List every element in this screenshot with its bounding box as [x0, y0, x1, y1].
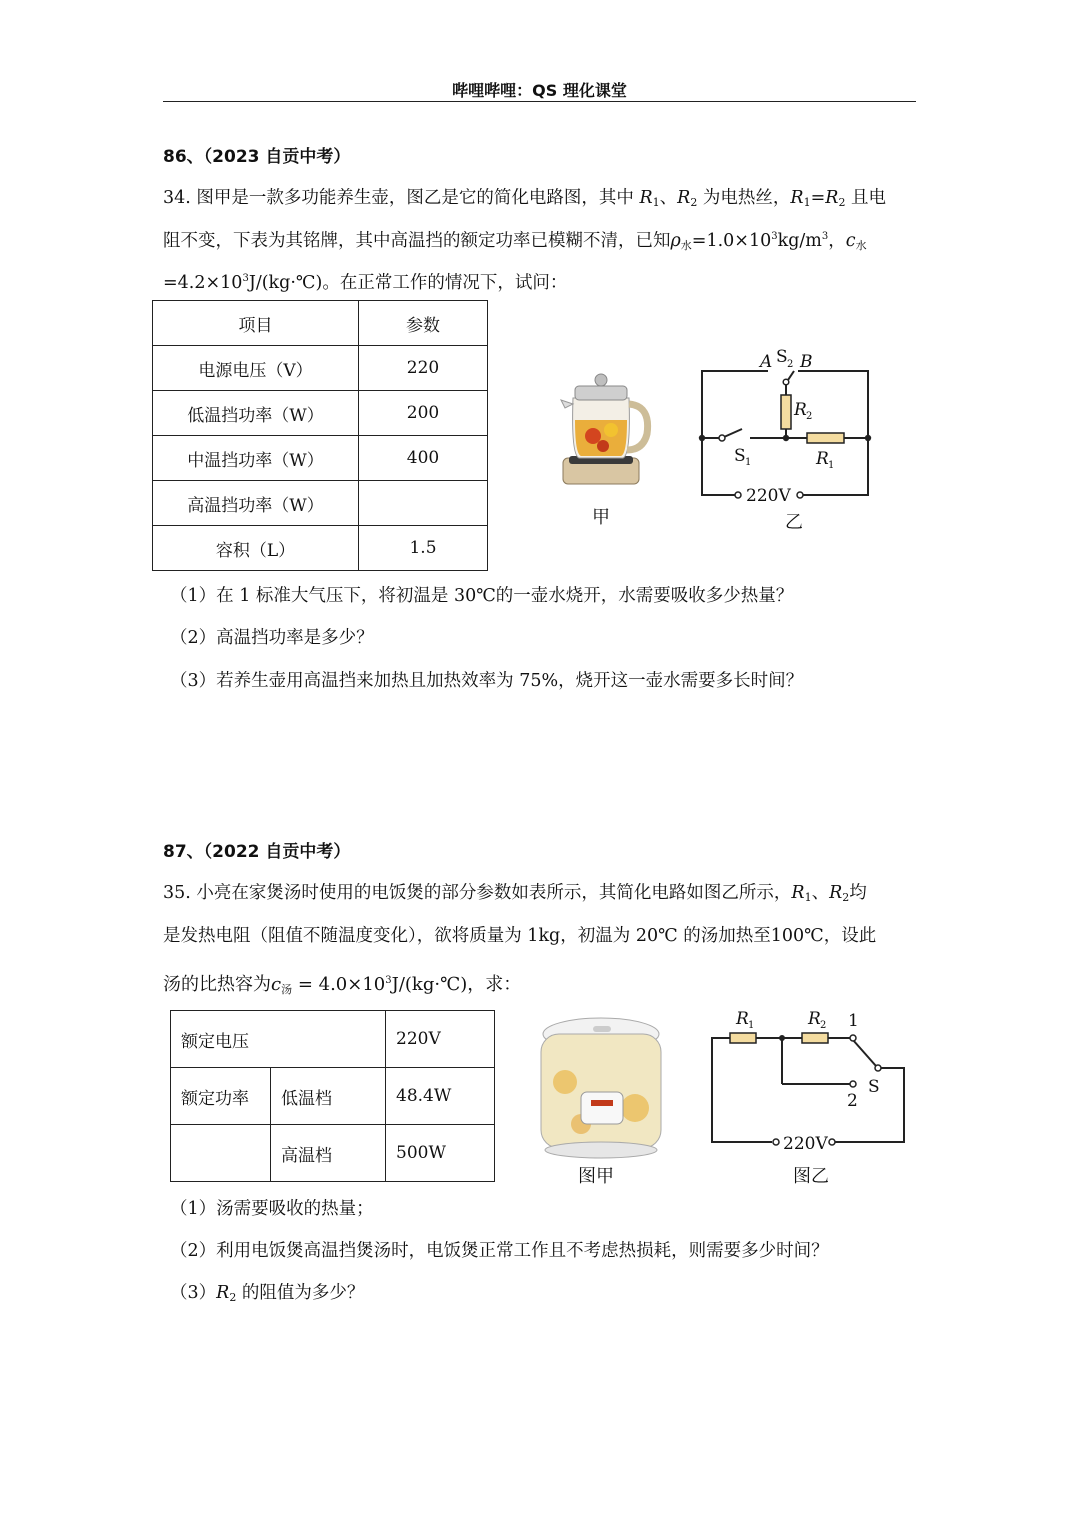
health-kettle-image: [555, 360, 655, 490]
table-row: 中温挡功率（W） 400: [153, 436, 488, 481]
rice-cooker-image: [535, 1012, 670, 1162]
label-s2: S: [776, 347, 788, 367]
label-r2: R: [808, 1009, 821, 1029]
svg-text:1: 1: [748, 1020, 755, 1031]
label-r2: R: [794, 400, 807, 420]
label-switch-s: S: [868, 1077, 880, 1097]
question-86-text-line-3: $=4.2\times 10^3J/(kg\cdot℃)$。在正常工作的情况下，试问：: [163, 273, 568, 293]
question-87-text-line-3: 汤的比热容为$c_汤$ = $4.0\times 10^3J/(kg\cdot℃)$，求：: [163, 974, 522, 996]
question-86-text-line-1: 34. 图甲是一款多功能养生壶，图乙是它的简化电路图，其中 $R_1$、$R_2$ 为电热丝，$R_1=R_2$ 且电: [163, 188, 887, 209]
question-87-sub-3: $(3)R_2$ 的阻值为多少？: [170, 1283, 365, 1304]
label-voltage: 220V: [746, 486, 791, 506]
table-header-item: 项目: [153, 301, 359, 346]
table-row: 额定电压 220V: [171, 1011, 495, 1068]
circuit-diagram-87: [706, 1002, 916, 1162]
label-s1: S: [734, 446, 746, 466]
question-87-sub-2: （2）利用电饭煲高温挡煲汤时，电饭煲正常工作且不考虑热损耗，则需要多少时间？: [170, 1241, 829, 1261]
page-header: 哔哩哔哩：QS 理化课堂: [452, 81, 627, 100]
question-87-text-line-2: 是发热电阻（阻值不随温度变化），欲将质量为 1kg，初温为 20℃ 的汤加热至100℃，设此: [163, 926, 877, 946]
question-86-sub-3: （3）若养生壶用高温挡来加热且加热效率为 75%，烧开这一壶水需要多长时间？: [170, 671, 804, 691]
label-a: A: [760, 352, 773, 372]
nameplate-table-86: [152, 300, 488, 571]
label-r1: R: [816, 449, 829, 469]
circuit-diagram-86: [690, 345, 890, 535]
table-row: 高温挡功率（W）: [153, 481, 488, 526]
figure-label-yi-86: 乙: [785, 512, 803, 533]
label-voltage: 220V: [783, 1134, 828, 1154]
table-row: 低温挡功率（W） 200: [153, 391, 488, 436]
question-87-text-line-1: 35. 小亮在家煲汤时使用的电饭煲的部分参数如表所示，其简化电路如图乙所示，$R_1$、$R_2$均: [163, 883, 867, 904]
svg-text:1: 1: [745, 457, 752, 468]
table-header-param: 参数: [359, 301, 488, 346]
svg-text:1: 1: [828, 460, 835, 471]
figure-label-jia-86: 甲: [592, 507, 610, 528]
svg-text:2: 2: [787, 359, 794, 370]
table-row: 高温档 500W: [171, 1125, 495, 1182]
svg-text:2: 2: [820, 1020, 827, 1031]
figure-label-jia-87: 图甲: [578, 1166, 614, 1187]
question-86-text-line-2: 阻不变，下表为其铭牌，其中高温挡的额定功率已模糊不清，已知$\rho_水=1.0\times 10^3kg/m^3$，$c_水$: [163, 231, 867, 252]
question-87-sub-1: （1）汤需要吸收的热量；: [170, 1199, 374, 1219]
table-row: 容积（L） 1.5: [153, 526, 488, 571]
label-r1: R: [736, 1009, 749, 1029]
parameter-table-87: [170, 1010, 495, 1182]
label-contact-1: 1: [848, 1011, 859, 1031]
label-b: B: [800, 352, 813, 372]
question-86-sub-1: （1）在 1 标准大气压下，将初温是 30℃的一壶水烧开，水需要吸收多少热量？: [170, 586, 794, 606]
question-86-sub-2: （2）高温挡功率是多少？: [170, 628, 374, 648]
label-contact-2: 2: [847, 1091, 858, 1111]
question-87-heading: 87、（2022 自贡中考）: [163, 842, 351, 862]
svg-text:2: 2: [806, 411, 813, 422]
figure-label-yi-87: 图乙: [793, 1166, 829, 1187]
header-divider: [163, 101, 916, 102]
table-row: 额定功率 低温档 48.4W: [171, 1068, 495, 1125]
table-row: 电源电压（V） 220: [153, 346, 488, 391]
question-86-heading: 86、（2023 自贡中考）: [163, 147, 351, 167]
